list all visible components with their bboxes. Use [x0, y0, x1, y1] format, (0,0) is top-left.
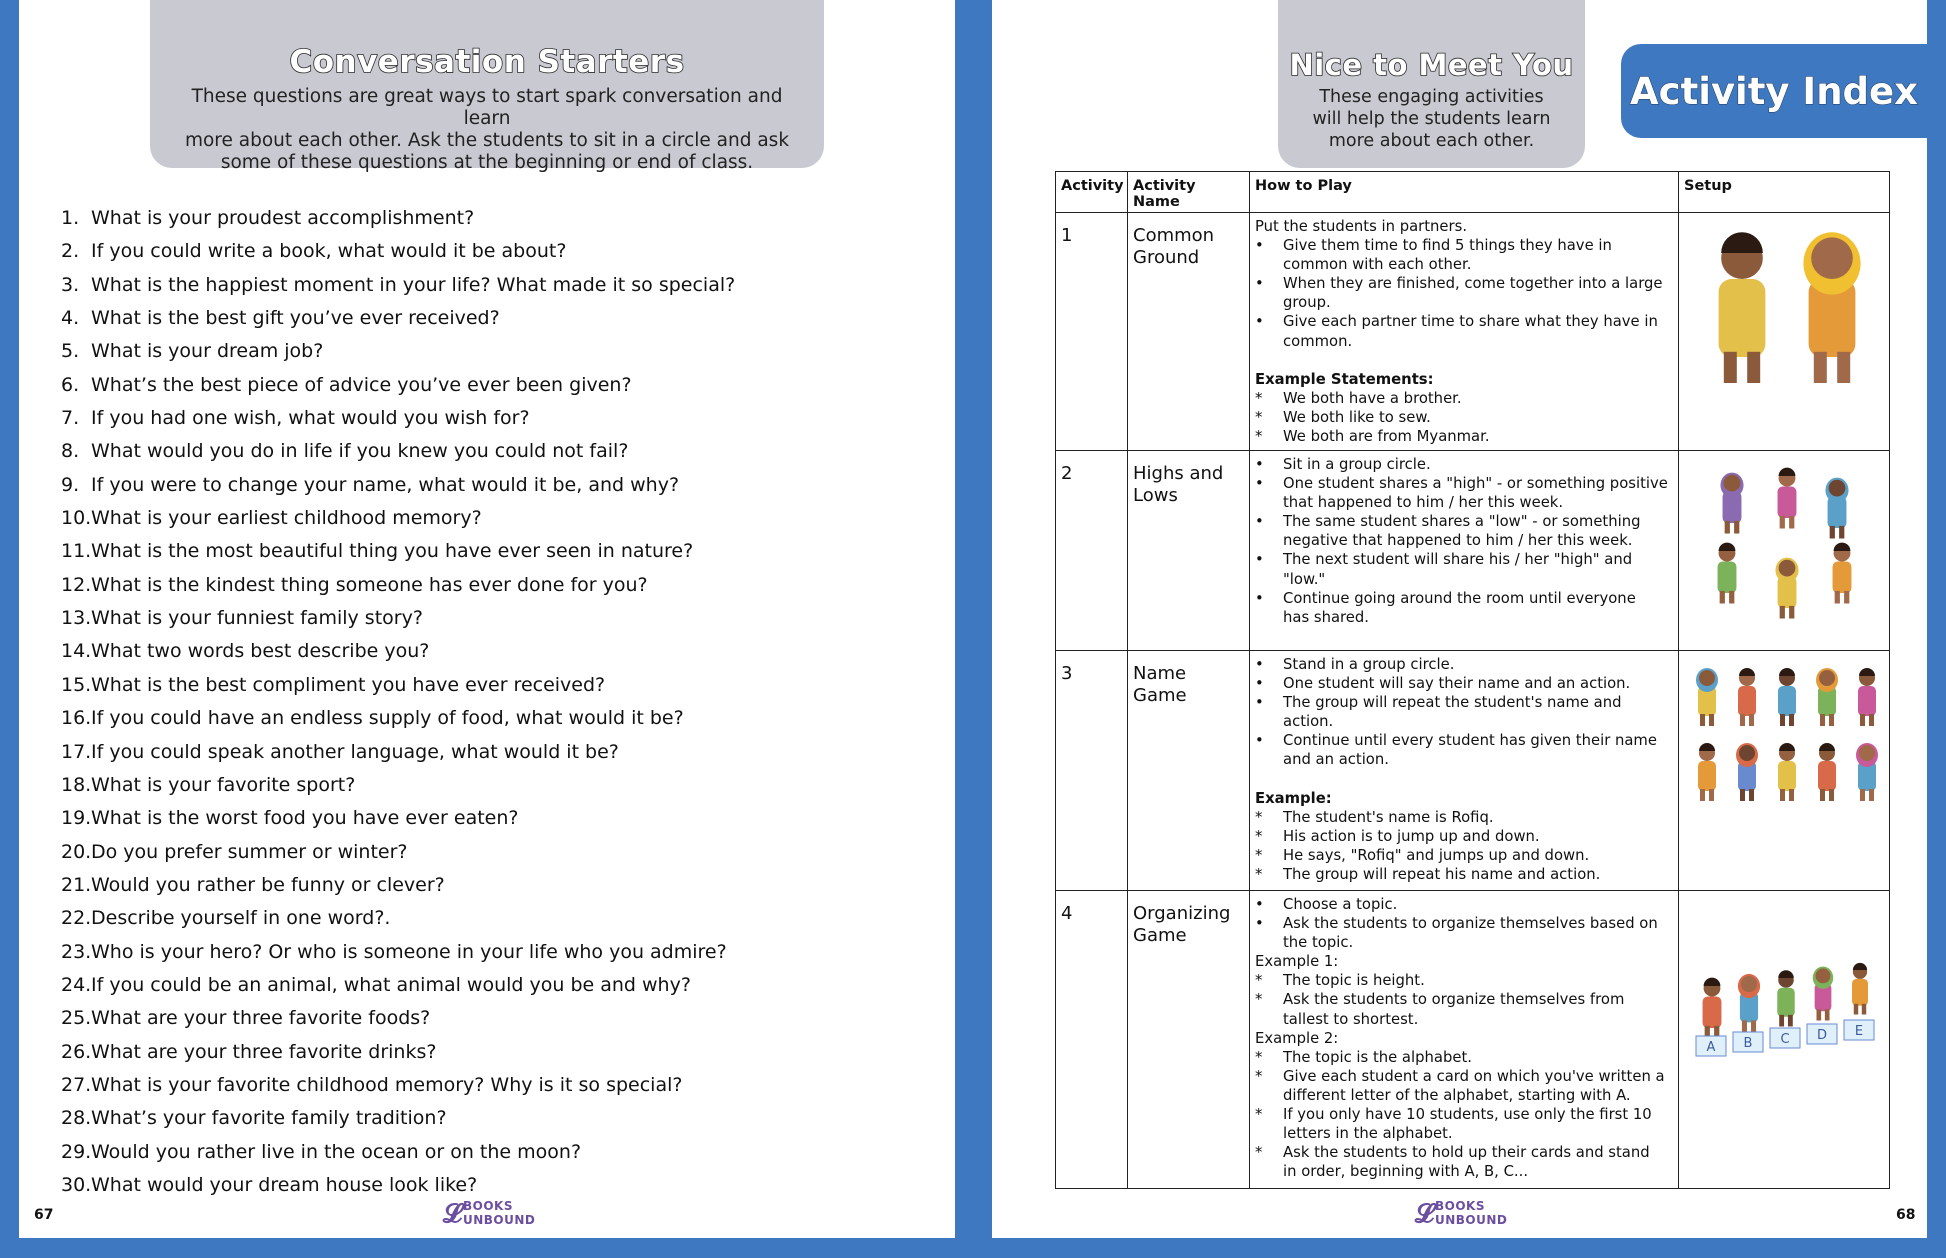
question-text: What is the best compliment you have ever received? — [91, 673, 606, 696]
question-item — [61, 405, 735, 438]
question-number: 2. — [61, 240, 80, 263]
instruction-line: * He says, "Rofiq" and jumps up and down. — [1255, 846, 1590, 864]
question-number: 5. — [61, 340, 80, 363]
question-text: If you had one wish, what would you wish for? — [91, 407, 530, 430]
instruction-line: • Ask the students to organize themselves based on — [1255, 915, 1658, 933]
instruction-line: * We both like to sew. — [1255, 408, 1431, 426]
question-text: What is the most beautiful thing you have ever seen in nature? — [91, 540, 694, 563]
question-number: 13. — [61, 607, 92, 630]
setup-illustration — [1679, 213, 1890, 451]
letter-card: A — [1706, 1040, 1715, 1055]
question-text: What’s the best piece of advice you’ve ever been given? — [91, 373, 632, 396]
instruction-line: * Ask the students to organize themselves from — [1255, 991, 1625, 1009]
instruction-line: * We both have a brother. — [1255, 389, 1462, 407]
instruction-line: * The group will repeat his name and action. — [1255, 865, 1601, 883]
activity-name: Highs and Lows — [1128, 451, 1250, 651]
question-text: What are your three favorite foods? — [91, 1007, 431, 1030]
question-number: 4. — [61, 307, 80, 330]
question-number: 7. — [61, 407, 80, 430]
question-text: What is your dream job? — [91, 340, 324, 363]
question-number: 25. — [61, 1007, 92, 1030]
how-to-play — [1250, 891, 1679, 1189]
question-text: If you could have an endless supply of food, what would it be? — [91, 707, 684, 730]
question-number: 22. — [61, 907, 92, 930]
book-icon: 𝓛 — [443, 1199, 462, 1229]
instruction-line: * His action is to jump up and down. — [1255, 827, 1540, 845]
instruction-line: and an action. — [1283, 751, 1389, 769]
instruction-line: group. — [1283, 294, 1331, 312]
question-item — [61, 972, 735, 1005]
question-item — [61, 939, 735, 972]
question-number: 9. — [61, 473, 80, 496]
question-item — [61, 1072, 735, 1105]
nice-to-meet-you-header — [1278, 0, 1585, 168]
question-number: 18. — [61, 773, 92, 796]
question-text: If you could be an animal, what animal would you be and why? — [91, 973, 691, 996]
instruction-line: "low." — [1283, 570, 1326, 588]
instruction-line: in order, beginning with A, B, C... — [1283, 1163, 1529, 1181]
question-item — [61, 238, 735, 271]
question-text: Do you prefer summer or winter? — [91, 840, 408, 863]
instruction-line: • The same student shares a "low" - or something — [1255, 513, 1641, 531]
instruction-line: • The group will repeat the student's name and — [1255, 694, 1622, 712]
page-description: These engaging activities will help the students learn more about each other. — [1312, 87, 1551, 151]
how-to-play — [1250, 451, 1679, 651]
question-item — [61, 538, 735, 571]
instruction-line: Example: — [1255, 789, 1332, 807]
activity-name: Organizing Game — [1128, 891, 1250, 1189]
question-text: Would you rather live in the ocean or on the moon? — [91, 1140, 582, 1163]
instruction-line: Example 2: — [1255, 1029, 1339, 1047]
question-item — [61, 372, 735, 405]
instruction-line: • The next student will share his / her "high" and — [1255, 551, 1633, 569]
question-number: 27. — [61, 1073, 92, 1096]
instruction-line: • One student shares a "high" - or something positive — [1255, 475, 1668, 493]
question-number: 30. — [61, 1173, 92, 1196]
instruction-line: * The student's name is Rofiq. — [1255, 808, 1494, 826]
question-list — [61, 205, 735, 1205]
column-header: Setup — [1679, 172, 1890, 213]
question-item — [61, 705, 735, 738]
question-number: 16. — [61, 707, 92, 730]
books-unbound-logo: 𝓛 BOOKS UNBOUND — [1415, 1199, 1508, 1229]
book-icon: 𝓛 — [1415, 1199, 1434, 1229]
setup-illustration — [1679, 651, 1890, 891]
instruction-line: • Give each partner time to share what they have in — [1255, 313, 1658, 331]
question-item — [61, 1105, 735, 1138]
question-text: If you could write a book, what would it be about? — [91, 240, 567, 263]
question-number: 24. — [61, 973, 92, 996]
instruction-line: • Stand in a group circle. — [1255, 656, 1455, 673]
question-number: 8. — [61, 440, 80, 463]
page-number: 68 — [1896, 1207, 1916, 1223]
column-header: How to Play — [1250, 172, 1679, 213]
page-description: These questions are great ways to start spark conversation and learn more about each other. Ask the students to sit in a circle and ask some of these questions at the beginning or end of class. — [184, 86, 790, 173]
question-item — [61, 472, 735, 505]
page-number: 67 — [34, 1207, 54, 1223]
column-header: Activity Name — [1128, 172, 1250, 213]
table-row — [1056, 651, 1890, 891]
question-text: Who is your hero? Or who is someone in your life who you admire? — [91, 940, 727, 963]
activity-name: Common Ground — [1128, 213, 1250, 451]
activity-index-badge: Activity Index — [1621, 44, 1927, 138]
question-text: If you could speak another language, what would it be? — [91, 740, 619, 763]
instruction-line: • Give them time to find 5 things they have in — [1255, 237, 1612, 255]
letter-card: D — [1816, 1028, 1827, 1043]
question-number: 15. — [61, 673, 92, 696]
question-item — [61, 839, 735, 872]
instruction-line: * Ask the students to hold up their cards and stand — [1255, 1144, 1650, 1162]
question-number: 19. — [61, 807, 92, 830]
question-text: Describe yourself in one word?. — [91, 907, 391, 930]
activity-number: 1 — [1056, 213, 1128, 451]
question-number: 11. — [61, 540, 92, 563]
instruction-line: • When they are finished, come together into a large — [1255, 275, 1663, 293]
question-number: 29. — [61, 1140, 92, 1163]
instruction-line: * Give each student a card on which you've written a — [1255, 1067, 1665, 1085]
instruction-line: different letter of the alphabet, starting with A. — [1283, 1086, 1631, 1104]
question-item — [61, 305, 735, 338]
conversation-starters-header — [150, 0, 824, 173]
question-number: 10. — [61, 507, 92, 530]
question-item — [61, 1039, 735, 1072]
instruction-line: Example Statements: — [1255, 370, 1434, 388]
activity-name: Name Game — [1128, 651, 1250, 891]
instruction-line: • Continue going around the room until everyone — [1255, 589, 1636, 607]
instruction-line: * The topic is the alphabet. — [1255, 1048, 1472, 1066]
question-number: 14. — [61, 640, 92, 663]
question-text: What is the kindest thing someone has ever done for you? — [91, 573, 648, 596]
how-to-play — [1250, 651, 1679, 891]
instruction-line: * We both are from Myanmar. — [1255, 427, 1490, 445]
question-text: What are your three favorite drinks? — [91, 1040, 437, 1063]
question-number: 20. — [61, 840, 92, 863]
question-item — [61, 905, 735, 938]
instruction-line: negative that happened to him / her this week. — [1283, 532, 1633, 550]
question-item — [61, 338, 735, 371]
question-item — [61, 272, 735, 305]
question-text: What is the happiest moment in your life? What made it so special? — [91, 273, 736, 296]
question-text: What is your earliest childhood memory? — [91, 507, 482, 530]
instruction-line: tallest to shortest. — [1283, 1010, 1419, 1028]
letter-card: C — [1779, 1032, 1790, 1047]
question-text: Would you rather be funny or clever? — [91, 873, 445, 896]
question-text: What is the worst food you have ever eaten? — [91, 807, 519, 830]
setup-illustration — [1679, 451, 1890, 651]
page-title: Conversation Starters — [289, 44, 685, 80]
question-number: 26. — [61, 1040, 92, 1063]
left-page — [19, 0, 955, 1238]
question-item — [61, 872, 735, 905]
instruction-line: has shared. — [1283, 608, 1369, 626]
instruction-line: action. — [1283, 713, 1334, 731]
question-number: 21. — [61, 873, 92, 896]
question-text: What is your proudest accomplishment? — [91, 207, 475, 229]
instruction-line: * If you only have 10 students, use only the first 10 — [1255, 1106, 1652, 1124]
table-row — [1056, 891, 1890, 1189]
question-text: What would you do in life if you knew you could not fail? — [91, 440, 629, 463]
instruction-line: • Continue until every student has given their name — [1255, 732, 1657, 750]
question-item — [61, 1139, 735, 1172]
question-text: What’s your favorite family tradition? — [91, 1107, 447, 1130]
activity-table — [1055, 171, 1890, 1189]
question-text: What is the best gift you’ve ever received? — [91, 307, 500, 330]
question-item — [61, 739, 735, 772]
question-text: What is your favorite sport? — [91, 773, 356, 796]
right-page — [992, 0, 1927, 1238]
instruction-line: letters in the alphabet. — [1283, 1125, 1453, 1143]
question-number: 6. — [61, 373, 80, 396]
question-item — [61, 205, 735, 238]
question-text: What two words best describe you? — [91, 640, 430, 663]
question-text: What is your funniest family story? — [91, 607, 423, 630]
question-item — [61, 772, 735, 805]
letter-card: E — [1854, 1024, 1863, 1039]
activity-number: 3 — [1056, 651, 1128, 891]
question-item — [61, 505, 735, 538]
instruction-line: Example 1: — [1255, 953, 1339, 971]
question-item — [61, 672, 735, 705]
table-row — [1056, 451, 1890, 651]
question-text: If you were to change your name, what would it be, and why? — [91, 473, 680, 496]
question-item — [61, 805, 735, 838]
books-unbound-logo: 𝓛 BOOKS UNBOUND — [443, 1199, 536, 1229]
question-text: What is your favorite childhood memory? Why is it so special? — [91, 1073, 683, 1096]
question-number: 12. — [61, 573, 92, 596]
column-header: Activity — [1056, 172, 1128, 213]
question-item — [61, 1005, 735, 1038]
question-item — [61, 438, 735, 471]
instruction-line: common with each other. — [1283, 256, 1472, 274]
question-number: 23. — [61, 940, 92, 963]
question-item — [61, 572, 735, 605]
how-to-play — [1250, 213, 1679, 451]
instruction-line: * The topic is height. — [1255, 972, 1425, 990]
table-header-row — [1056, 172, 1890, 213]
question-number: 17. — [61, 740, 92, 763]
question-item — [61, 605, 735, 638]
question-text: What would your dream house look like? — [91, 1173, 478, 1196]
instruction-line: • One student will say their name and an action. — [1255, 675, 1631, 693]
question-number: 3. — [61, 273, 80, 296]
instruction-line: the topic. — [1283, 934, 1354, 952]
question-item — [61, 1172, 735, 1205]
instruction-line: • Choose a topic. — [1255, 896, 1398, 913]
instruction-line: common. — [1283, 332, 1353, 350]
activity-number: 2 — [1056, 451, 1128, 651]
instruction-line: that happened to him / her this week. — [1283, 494, 1564, 512]
activity-number: 4 — [1056, 891, 1128, 1189]
letter-card: B — [1743, 1036, 1752, 1051]
page-title: Nice to Meet You — [1289, 48, 1574, 82]
setup-illustration — [1679, 891, 1890, 1189]
question-item — [61, 638, 735, 671]
instruction-line: • Sit in a group circle. — [1255, 456, 1431, 473]
question-number: 28. — [61, 1107, 92, 1130]
table-row — [1056, 213, 1890, 451]
question-number: 1. — [61, 207, 80, 229]
instruction-line: Put the students in partners. — [1255, 218, 1468, 235]
